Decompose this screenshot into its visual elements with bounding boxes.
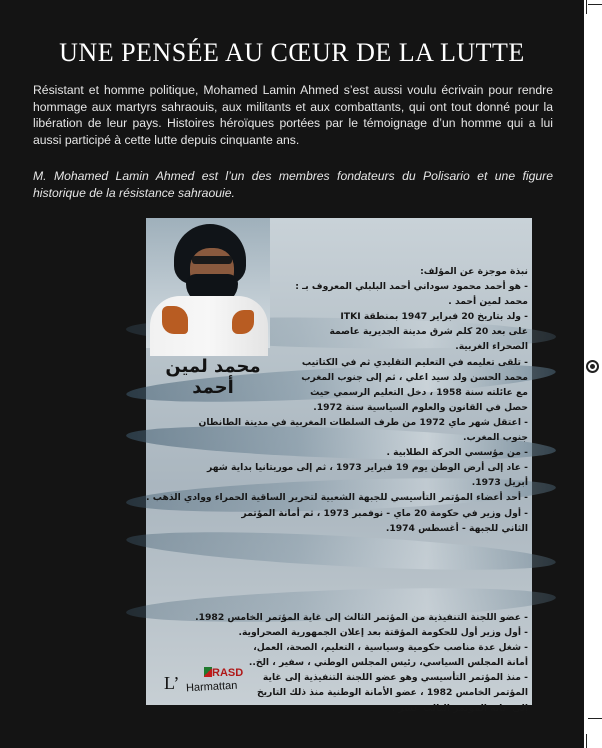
- biography-line: - تلقى تعليمه في التعليم التقليدي ثم في الكتاتيب: [301, 356, 528, 368]
- biography-line: أبريل 1973.: [471, 477, 528, 489]
- biography-line: - أول وزير أول للحكومة المؤقتة بعد إعلان الجمهورية الصحراوية.: [238, 627, 528, 639]
- biography-line: أمانة المجلس السياسي، رئيس المجلس الوطني ، سفير ، الخ..: [248, 657, 528, 669]
- biography-line: مع عائلته سنة 1958 ، دخل التعليم الرسمي حيث: [310, 386, 528, 398]
- biography-line: - أحد أعضاء المؤتمر التأسيسي للجبهة الشعبية لتحرير الساقية الحمراء ووادي الذهب .: [146, 492, 528, 504]
- biography-line: - منذ المؤتمر التأسيسي وهو عضو اللجنة التنفيذية إلى غاية: [262, 672, 528, 684]
- biography-line: إلى غاية المؤتمر الثالث عشر .: [391, 702, 528, 714]
- biography-line: حصل في القانون والعلوم السياسية سنة 1972.: [313, 401, 528, 413]
- biography-line: - ولد بتاريخ 20 فبراير 1947 بمنطقة ITKI: [340, 311, 528, 323]
- biography-line: - هو أحمد محمود سوداني أحمد البلبلي المعروف بـ :: [295, 281, 528, 293]
- biography-line: الثاني للجبهة - أغسطس 1974.: [385, 522, 528, 534]
- crop-mark: [586, 0, 587, 14]
- author-signature: محمد لمين أحمد: [165, 356, 261, 398]
- biography-line: جنوب المغرب.: [463, 432, 528, 444]
- biography-line: - اعتقل شهر ماي 1972 من طرف السلطات المغربية في مدينة الطانطان: [198, 416, 528, 428]
- biography-line: - شغل عدة مناصب حكومية وسياسية ، التعليم، الصحة، العمل،: [253, 642, 528, 654]
- biography-line: محمد الحسن ولد سيد اعلي ، ثم إلى جنوب المغرب: [301, 371, 528, 383]
- summary-paragraph: Résistant et homme politique, Mohamed Lamin Ahmed s’est aussi voulu écrivain pour rendre hommage aux martyrs sahraouis, aux militants et aux combattants, qui ont tout donné pour la libération de leur pays. Histoires héroïques portées par le témoignage d’un homme qui a lui aussi participé à cette lutte depuis cinquante ans.: [33, 83, 553, 147]
- cover-title: UNE PENSÉE AU CŒUR DE LA LUTTE: [59, 38, 525, 67]
- publisher-logo: L’ RASD Harmattan: [164, 667, 244, 695]
- biography-text: [146, 264, 528, 536]
- biography-line: - أول وزير في حكومة 20 ماي - نوفمبر 1973 ، ثم أمانة المؤتمر: [241, 507, 528, 519]
- crop-mark: [586, 734, 587, 748]
- biography-line: - عضو اللجنة التنفيذية من المؤتمر الثالث إلى غاية المؤتمر الخامس 1982.: [195, 612, 528, 623]
- author-photo: [146, 218, 270, 348]
- crop-mark: [588, 718, 602, 719]
- biography-line: محمد لمين أحمد .: [448, 296, 528, 308]
- biography-line: - من مؤسسي الحركة الطلابية .: [386, 447, 528, 459]
- crop-mark: [588, 4, 602, 5]
- biography-line: - عاد إلى أرض الوطن يوم 19 فبراير 1973 ، ثم إلى موريتانيا بداية شهر: [207, 462, 528, 474]
- biography-panel: [146, 218, 532, 714]
- registration-mark: [586, 360, 599, 373]
- biography-text-continued: [154, 610, 528, 716]
- biography-line: الصحراء الغربية.: [455, 341, 528, 353]
- biography-line: نبذة موجزة عن المؤلف:: [420, 266, 528, 277]
- author-note: M. Mohamed Lamin Ahmed est l’un des membres fondateurs du Polisario et une figure historique de la résistance sahraouie.: [33, 169, 553, 200]
- biography-line: على بعد 20 كلم شرق مدينة الجديرية عاصمة: [329, 326, 528, 338]
- biography-line: المؤتمر الخامس 1982 ، عضو الأمانة الوطنية منذ ذلك التاريخ: [256, 687, 528, 699]
